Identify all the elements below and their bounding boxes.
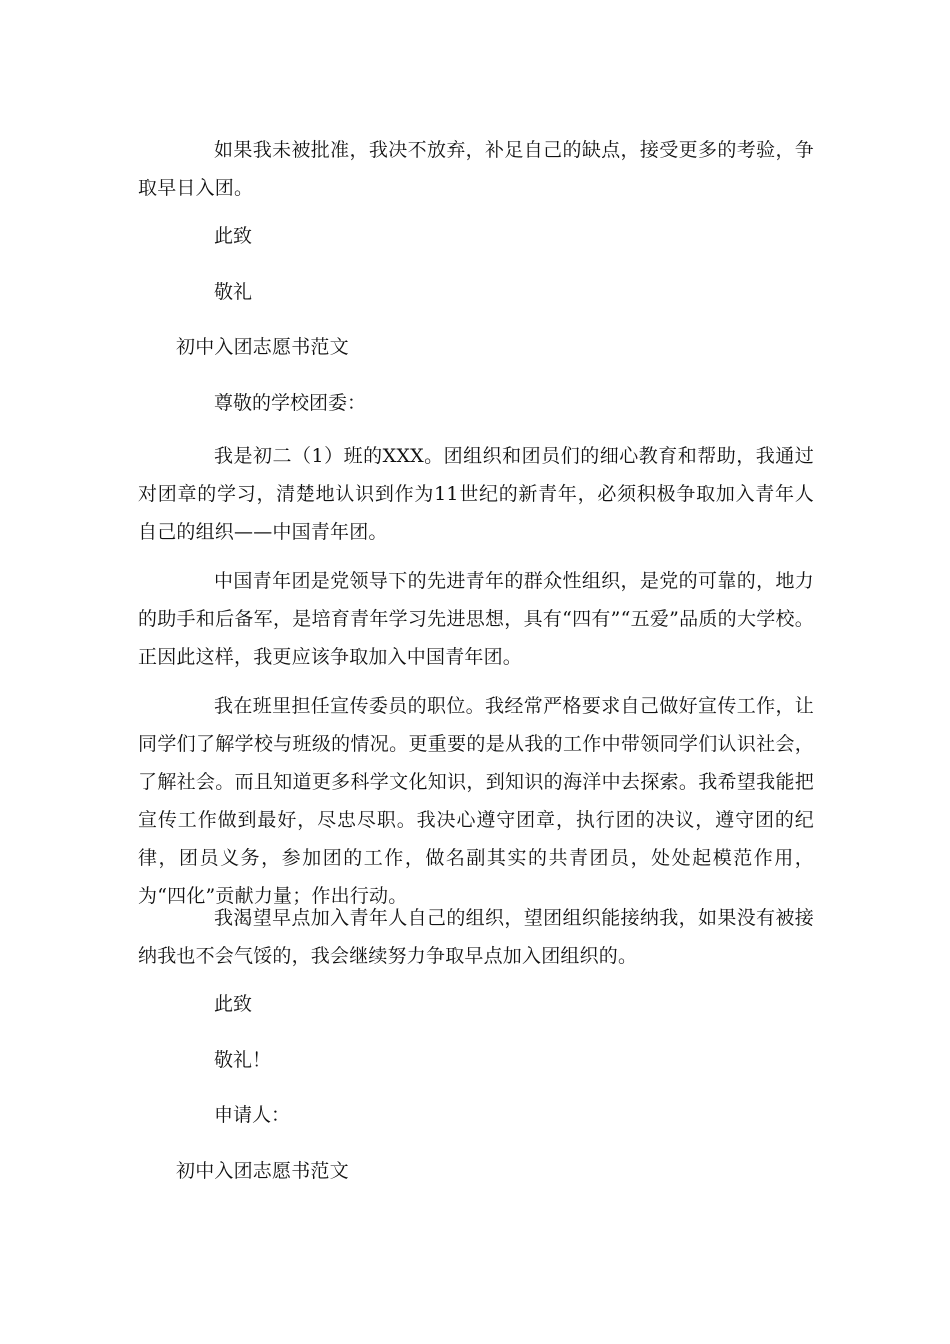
closing-jingli-2: 敬礼！ [214,1049,272,1071]
closing-cizhi-2: 此致 [214,993,253,1015]
section-title-2: 初中入团志愿书范文 [176,1160,349,1182]
paragraph-not-approved: 如果我未被批准，我决不放弃，补足自己的缺点，接受更多的考验，争取早日入团。 [138,139,814,199]
salutation: 尊敬的学校团委： [214,392,367,414]
paragraph-wish: 我渴望早点加入青年人自己的组织，望团组织能接纳我，如果没有被接纳我也不会气馁的，我会继续努力争取早点加入团组织的。 [138,907,814,967]
paragraph-introduction: 我是初二（1）班的XXX。团组织和团员们的细心教育和帮助，我通过对团章的学习，清楚地认识到作为11世纪的新青年，必须积极争取加入青年人自己的组织——中国青年团。 [138,445,814,543]
section-title-1: 初中入团志愿书范文 [176,336,349,358]
paragraph-role: 我在班里担任宣传委员的职位。我经常严格要求自己做好宣传工作，让同学们了解学校与班级的情况。更重要的是从我的工作中带领同学们认识社会，了解社会。而且知道更多科学文化知识，到知识的海洋中去探索。我希望我能把宣传工作做到最好，尽忠尽职。我决心遵守团章，执行团的决议，遵守团的纪律，团员义务，参加团的工作，做名副其实的共青团员，处处起模范作用，为“四化”贡献力量；作出行动。 [138,695,814,907]
closing-cizhi-1: 此致 [214,225,253,247]
paragraph-about-league: 中国青年团是党领导下的先进青年的群众性组织，是党的可靠的，地力的助手和后备军，是培育青年学习先进思想，具有“四有”“五爱”品质的大学校。正因此这样，我更应该争取加入中国青年团。 [138,570,814,668]
applicant-label: 申请人： [214,1104,291,1126]
closing-jingli-1: 敬礼 [214,281,253,303]
